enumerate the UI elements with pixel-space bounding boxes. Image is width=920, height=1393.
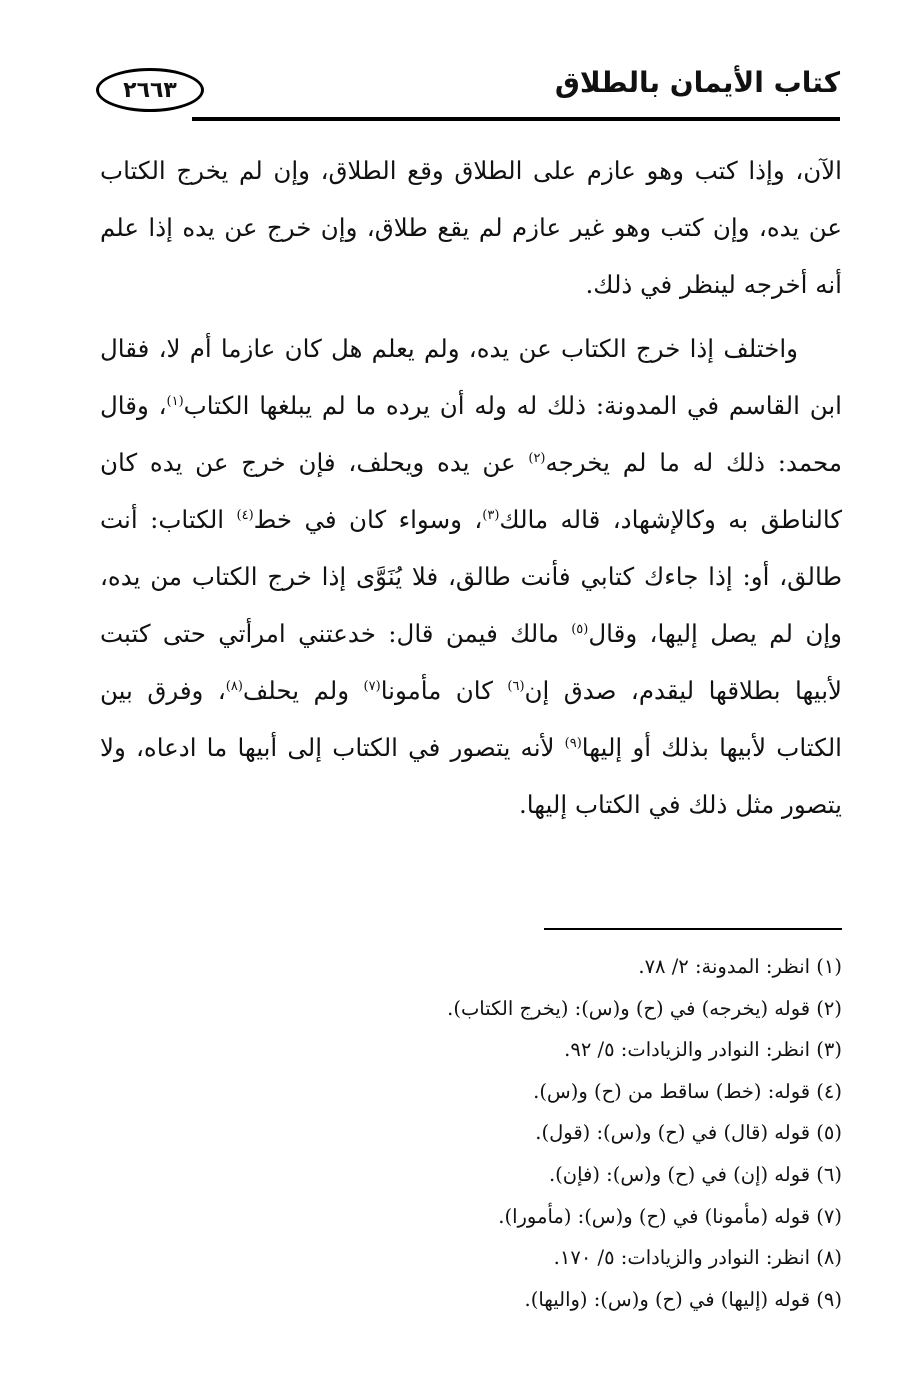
footnote-ref-7: (٧) [363, 678, 381, 694]
footnote-ref-5: (٥) [571, 621, 589, 637]
page-header [96, 60, 840, 122]
footnote-separator [544, 928, 842, 930]
footnote: (٣) انظر: النوادر والزيادات: ٥/ ٩٢. [564, 1038, 842, 1062]
footnote-ref-2: (٢) [528, 450, 546, 466]
text-segment: ، وسواء كان في خط [253, 505, 483, 534]
header-rule [192, 117, 840, 121]
text-segment: كان مأمونا [380, 676, 508, 705]
text-segment: عن يده ويحلف، فإن خرج عن يده كان كالناطق به وكالإشهاد، قاله مالك [100, 448, 842, 534]
body-paragraph-1: الآن، وإذا كتب وهو عازم على الطلاق وقع الطلاق، وإن لم يخرج الكتاب عن يده، وإن كتب وهو غير عازم لم يقع طلاق، وإن خرج عن يده إذا علم أنه أخرجه لينظر في ذلك. [100, 156, 842, 299]
footnote: (٤) قوله: (خط) ساقط من (ح) و(س). [533, 1079, 842, 1103]
footnote-ref-9: (٩) [564, 735, 582, 751]
book-title: كتاب الأيمان بالطلاق [554, 66, 840, 99]
footnote-ref-8: (٨) [225, 678, 243, 694]
footnote: (٢) قوله (يخرجه) في (ح) و(س): (يخرج الكتاب). [447, 996, 842, 1020]
text-segment: واختلف إذا خرج الكتاب عن يده، ولم يعلم هل كان عازما أم لا، فقال ابن القاسم في المدونة: ذلك له وله أن يرده ما لم يبلغها الكتاب [100, 334, 842, 420]
footnote-ref-3: (٣) [482, 507, 500, 523]
text-segment: مالك فيمن قال: خدعتني امرأتي حتى كتبت لأبيها بطلاقها ليقدم، صدق إن [100, 619, 842, 705]
text-segment: ، وقال محمد: ذلك له ما لم يخرجه [100, 391, 842, 477]
footnote: (٦) قوله (إن) في (ح) و(س): (فإن). [548, 1162, 842, 1186]
text-segment: لأنه يتصور في الكتاب إلى أبيها ما ادعاه، ولا يتصور مثل ذلك في الكتاب إليها. [100, 733, 842, 819]
footnote: (٨) انظر: النوادر والزيادات: ٥/ ١٧٠. [553, 1246, 842, 1270]
text-segment: الكتاب: أنت طالق، أو: إذا جاءك كتابي فأنت طالق، فلا يُنَوَّى إذا خرج الكتاب من يده، وإن لم يصل إليها، وقال [100, 505, 842, 648]
footnote-ref-6: (٦) [507, 678, 525, 694]
footnote: (٩) قوله (إليها) في (ح) و(س): (واليها). [524, 1287, 842, 1311]
footnotes-list [100, 946, 842, 1320]
body-paragraph-2 [100, 320, 842, 833]
text-segment: ولم يحلف [242, 676, 364, 705]
footnote: (٥) قوله (قال) في (ح) و(س): (قول). [535, 1121, 842, 1145]
page-number: ٢٦٦٣ [96, 68, 204, 112]
footnote: (٧) قوله (مأمونا) في (ح) و(س): (مأمورا). [498, 1204, 842, 1228]
footnote-ref-1: (١) [166, 393, 184, 409]
text-segment: ، وفرق بين الكتاب لأبيها بذلك أو إليها [100, 676, 842, 762]
footnote: (١) انظر: المدونة: ٢/ ٧٨. [638, 955, 842, 978]
footnote-ref-4: (٤) [236, 507, 254, 523]
